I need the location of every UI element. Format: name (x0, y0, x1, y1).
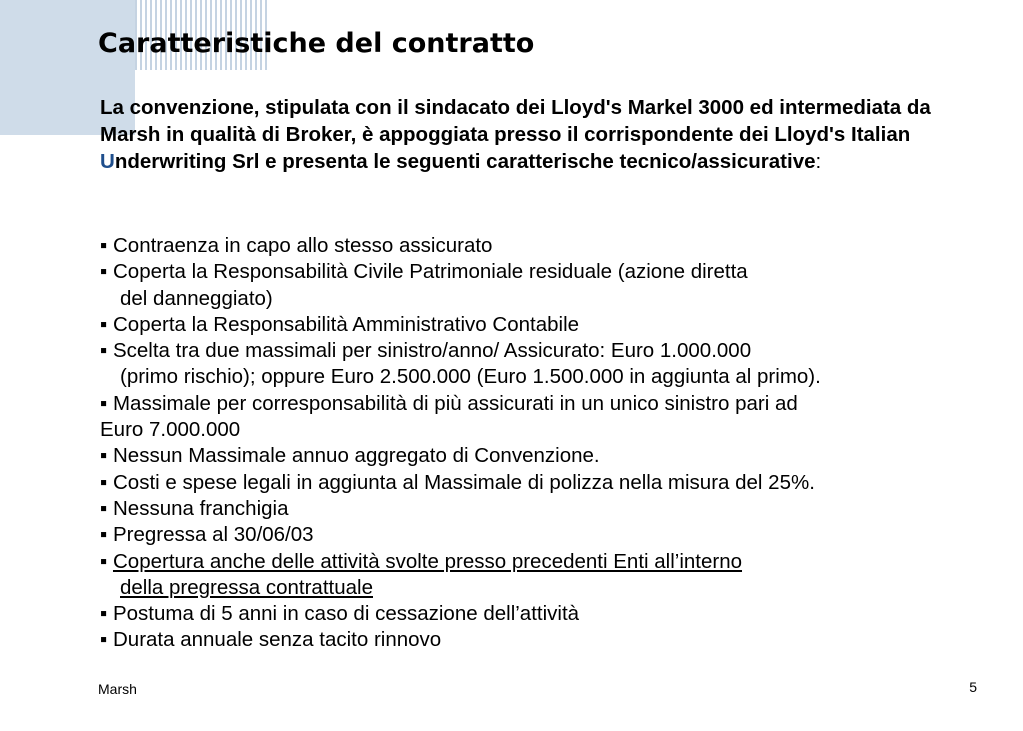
bullet-item: ▪ Scelta tra due massimali per sinistro/anno/ Assicurato: Euro 1.000.000 (100, 339, 752, 363)
bullet-continuation: Euro 7.000.000 (100, 418, 241, 442)
bullet-item: ▪ Durata annuale senza tacito rinnovo (100, 628, 442, 652)
bullet-item: ▪ Massimale per corresponsabilità di più assicurati in un unico sinistro pari ad (100, 391, 798, 415)
bullet-item: ▪ Costi e spese legali in aggiunta al Massimale di polizza nella misura del 25%. (100, 470, 815, 494)
bullet-continuation: (primo rischio); oppure Euro 2.500.000 (Euro 1.500.000 in aggiunta al primo). (120, 365, 821, 389)
bullet-marker: ▪ (100, 602, 108, 626)
bullet-marker: ▪ (100, 444, 108, 468)
intro-highlight-letter: U (100, 150, 115, 173)
bullet-item: ▪ Coperta la Responsabilità Civile Patrimoniale residuale (azione diretta (100, 260, 748, 284)
bullet-item: ▪ Coperta la Responsabilità Amministrativo Contabile (100, 312, 580, 336)
bullet-item: ▪ Nessuna franchigia (100, 496, 289, 520)
bullet-item (100, 549, 980, 575)
bullet-marker: ▪ (100, 549, 108, 573)
bullet-marker: ▪ (100, 260, 108, 284)
underlined-text: della pregressa contrattuale (120, 575, 373, 599)
bullet-item: ▪ Pregressa al 30/06/03 (100, 523, 314, 547)
bullet-marker: ▪ (100, 312, 108, 336)
intro-text-part2: nderwriting Srl e presenta le seguenti caratterische tecnico/assicurative (114, 150, 816, 173)
bullet-marker: ▪ (100, 628, 108, 652)
intro-paragraph (100, 94, 980, 175)
bullet-marker: ▪ (100, 470, 108, 494)
bullet-marker: ▪ (100, 339, 108, 363)
bullet-item: ▪ Postuma di 5 anni in caso di cessazione dell’attività (100, 602, 580, 626)
bullet-item: ▪ Nessun Massimale annuo aggregato di Convenzione. (100, 444, 600, 468)
bullet-marker: ▪ (100, 523, 108, 547)
underlined-text: Copertura anche delle attività svolte presso precedenti Enti all’interno (112, 549, 743, 573)
bullet-continuation (100, 575, 980, 601)
bullet-marker: ▪ (100, 234, 108, 257)
page-number: 5 (969, 679, 977, 695)
bullet-item: ▪ Contraenza in capo allo stesso assicurato (100, 234, 493, 257)
bullet-marker: ▪ (100, 391, 108, 415)
intro-text-part1: La convenzione, stipulata con il sindacato dei Lloyd's Markel 3000 ed intermediata da Marsh in qualità di Broker, è appoggiata presso il corrispondente dei Lloyd's Italian (100, 96, 931, 146)
slide-title: Caratteristiche del contratto (98, 28, 535, 59)
bullet-continuation: del danneggiato) (120, 286, 273, 310)
bullet-marker: ▪ (100, 496, 108, 520)
footer-company: Marsh (98, 681, 137, 697)
bullet-list (100, 233, 980, 654)
intro-colon: : (815, 150, 822, 173)
